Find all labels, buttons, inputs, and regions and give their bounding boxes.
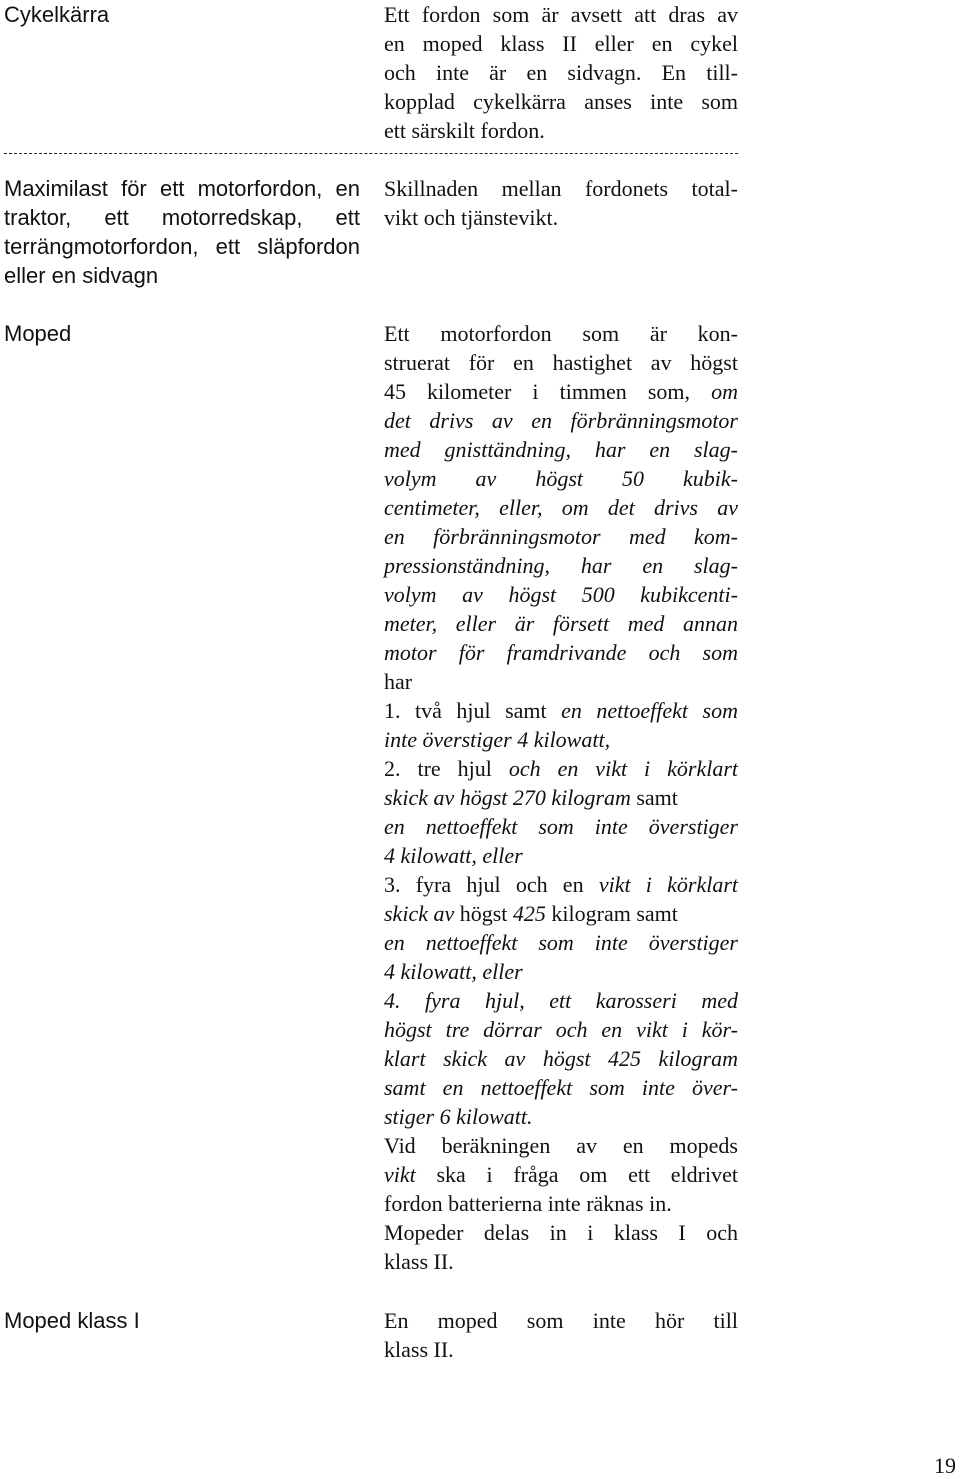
definition-line: Vid beräkningen av en mopeds bbox=[384, 1133, 738, 1158]
definition-line: 2. tre hjul och en vikt i körklart bbox=[384, 756, 738, 781]
definition-line: volym av högst 50 kubik- bbox=[384, 466, 738, 491]
term-moped-klass-1: Moped klass I bbox=[4, 1308, 140, 1333]
definition-line: vikt och tjänstevikt. bbox=[384, 205, 559, 230]
definition-line: 4 kilowatt, eller bbox=[384, 843, 523, 868]
definition-line: skick av högst 425 kilogram samt bbox=[384, 901, 678, 926]
definition-line: en nettoeffekt som inte överstiger bbox=[384, 814, 738, 839]
definition-line: En moped som inte hör till bbox=[384, 1308, 738, 1333]
definition-line: Skillnaden mellan fordonets total- bbox=[384, 176, 738, 201]
definition-line: en nettoeffekt som inte överstiger bbox=[384, 930, 738, 955]
page-number: 19 bbox=[934, 1453, 956, 1478]
definition-moped bbox=[384, 319, 738, 1276]
dashed-separator bbox=[4, 153, 738, 160]
definition-line: 45 kilometer i timmen som, om bbox=[384, 379, 738, 404]
definition-line: klass II. bbox=[384, 1249, 454, 1274]
definition-line: Ett fordon som är avsett att dras av bbox=[384, 2, 738, 27]
definition-line: inte överstiger 4 kilowatt, bbox=[384, 727, 611, 752]
term-maximilast: Maximilast för ett motorfordon, en traktor, ett motorredskap, ett terrängmotorfordon, ett släpfordon eller en sidvagn bbox=[4, 176, 360, 288]
definition-line: meter, eller är försett med annan bbox=[384, 611, 738, 636]
definition-line: struerat för en hastighet av högst bbox=[384, 350, 738, 375]
definition-line: pressionständning, har en slag- bbox=[384, 553, 738, 578]
definition-line: kopplad cykelkärra anses inte som bbox=[384, 89, 738, 114]
definition-line: 4 kilowatt, eller bbox=[384, 959, 523, 984]
definition-line: 1. två hjul samt en nettoeffekt som bbox=[384, 698, 738, 723]
definition-line: Mopeder delas in i klass I och bbox=[384, 1220, 738, 1245]
definition-line: högst tre dörrar och en vikt i kör- bbox=[384, 1017, 738, 1042]
definition-line: och inte är en sidvagn. En till- bbox=[384, 60, 738, 85]
definition-maximilast bbox=[384, 174, 738, 232]
definition-line: har bbox=[384, 669, 413, 694]
term-moped: Moped bbox=[4, 321, 72, 346]
definition-line: Ett motorfordon som är kon- bbox=[384, 321, 738, 346]
definition-line: 3. fyra hjul och en vikt i körklart bbox=[384, 872, 739, 897]
definition-line: samt en nettoeffekt som inte över- bbox=[384, 1075, 738, 1100]
definition-line: stiger 6 kilowatt. bbox=[384, 1104, 533, 1129]
term-cykelkarra: Cykelkärra bbox=[4, 2, 110, 27]
definition-line: vikt ska i fråga om ett eldrivet bbox=[384, 1162, 738, 1187]
definition-line: ett särskilt fordon. bbox=[384, 118, 545, 143]
definition-line: med gnisttändning, har en slag- bbox=[384, 437, 738, 462]
definition-line: fordon batterierna inte räknas in. bbox=[384, 1191, 672, 1216]
definition-cykelkarra bbox=[384, 0, 738, 145]
definition-line: centimeter, eller, om det drivs av bbox=[384, 495, 738, 520]
definition-line: en moped klass II eller en cykel bbox=[384, 31, 738, 56]
definition-line: en förbränningsmotor med kom- bbox=[384, 524, 738, 549]
definition-line: skick av högst 270 kilogram samt bbox=[384, 785, 678, 810]
definition-line: motor för framdrivande och som bbox=[384, 640, 738, 665]
definition-line: 4. fyra hjul, ett karosseri med bbox=[384, 988, 738, 1013]
definition-line: klass II. bbox=[384, 1337, 454, 1362]
definition-line: volym av högst 500 kubikcenti- bbox=[384, 582, 738, 607]
definition-line: det drivs av en förbränningsmotor bbox=[384, 408, 738, 433]
definition-line: klart skick av högst 425 kilogram bbox=[384, 1046, 738, 1071]
definition-moped-klass-1 bbox=[384, 1306, 738, 1364]
